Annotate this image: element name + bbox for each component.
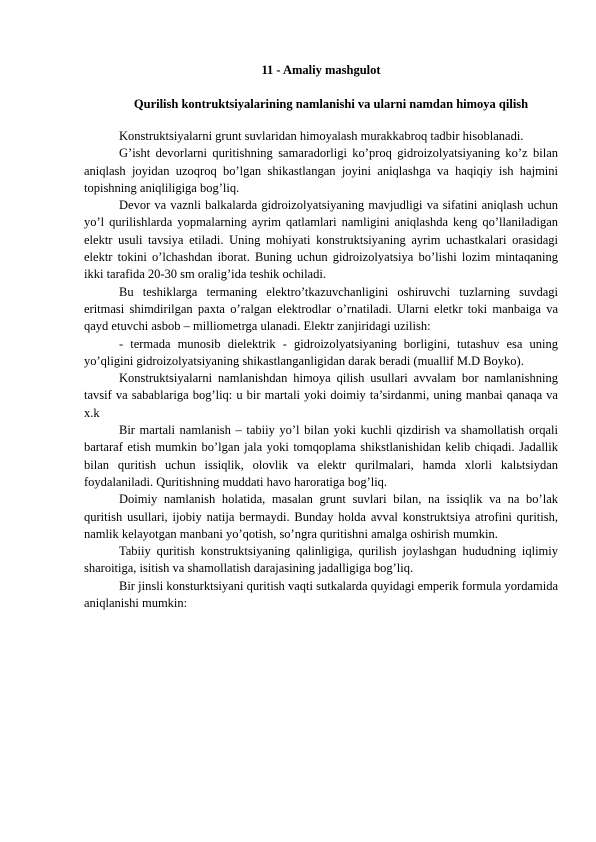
paragraph: Bu teshiklarga termaning elektro’tkazuvchanligini oshiruvchi tuzlarning suvdagi eritmasi shimdirilgan paxta o’ralgan elektrodlar o’rnatiladi. Ularni eletkr toki manbaiga va qayd etuvchi asbob – milliometrga ulanadi. Elektr zanjiridagi uzilish: [84,284,558,334]
paragraph: Konstruktsiyalarni grunt suvlaridan himoyalash murakkabroq tadbir hisoblanadi. [119,129,524,143]
page-subtitle: Qurilish kontruktsiyalarining namlanishi va ularni namdan himoya qilish [133,97,529,111]
document-page [84,62,558,612]
paragraph: Bir jinsli konsturktsiyani quritish vaqti sutkalarda quyidagi emperik formula yordamida aniqlanishi mumkin: [84,578,558,611]
paragraph: G’isht devorlarni quritishning samaradorligi ko’proq gidroizolyatsiyaning ko’z bilan aniqlash joyidan uzoqroq bo’lgan shikastlangan joyini aniqlashga va haqiqiy ish hajmini topishning aniqliligiga bog’liq. [84,146,558,195]
paragraph: Bir martali namlanish – tabiiy yo’l bilan yoki kuchli qizdirish va shamollatish orqali bartaraf etish mumkin bo’lgan jala yoki tomqoplama shikstlanishidan kelib chiqadi. Jadallik bilan quritish uchun issiqlik, olovlik va elektr qurilmalari, hamda xlorli kalьtsiydan foydalaniladi. Quritishning muddati havo haroratiga bog’liq. [84,423,558,489]
page-title: 11 - Amaliy mashgulot [261,63,381,77]
paragraph: Devor va vaznli balkalarda gidroizolyatsiyaning mavjudligi va sifatini aniqlash uchun yo’l qurilishlarda yopmalarning ayrim qatlamlari namligini aniqlashda keng qo’llaniladigan elektr usuli tavsiya etiladi. Uning mohiyati konstruktsiyaning ayrim uchastkalari orasidagi elektr tokini o’lchashdan iborat. Buning uchun gidroizolyatsiya bo’lishi lozim mintaqaning ikki tarafida 20-30 sm oralig’ida teshik ochiladi. [84,198,558,282]
paragraph: Tabiiy quritish konstruktsiyaning qalinligiga, qurilish joylashgan hududning iqlimiy sharoitiga, isitish va shamollatish darajasining jadalligiga bog’liq. [84,544,558,576]
paragraph: - termada munosib dielektrik - gidroizolyatsiyaning borligini, tutashuv esa uning yo’qligini gidroizolyatsiyaning shikastlanganligidan darak beradi (muallif M.D Boyko). [84,336,558,368]
paragraph: Konstruktsiyalarni namlanishdan himoya qilish usullari avvalam bor namlanishning tavsif va sabablariga bog’liq: u bir martali yoki doimiy ta’sirdanmi, uning manbai qanaqa va x.k [84,371,558,420]
paragraph: Doimiy namlanish holatida, masalan grunt suvlari bilan, na issiqlik va na bo’lak quritish usullari, ijobiy natija bermaydi. Bunday holda avval konstruktsiya atrofini quritish, namlik kelayotgan manbani yo’qotish, so’ngra quritishni amalga oshirish mumkin. [84,492,558,541]
